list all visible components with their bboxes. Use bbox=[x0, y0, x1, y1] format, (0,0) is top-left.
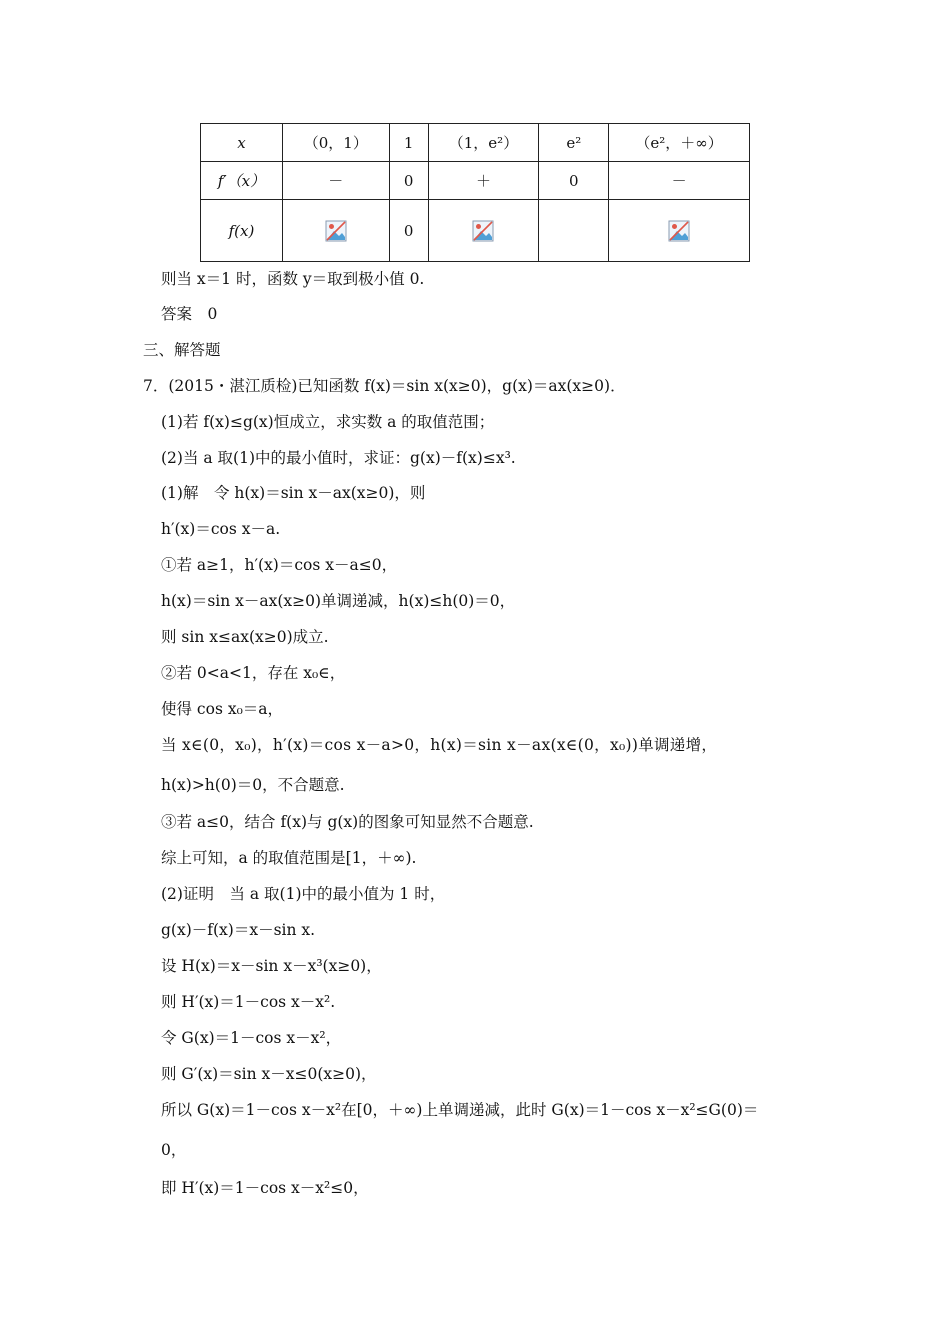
table-cell: 0 bbox=[389, 162, 428, 200]
problem-statement: 7．(2015・湛江质检)已知函数 f(x)＝sin x(x≥0)，g(x)＝ax(x≥0)． bbox=[143, 377, 626, 395]
text-line: 设 H(x)＝x－sin x－x³(x≥0)， bbox=[161, 957, 382, 975]
text-line: 即 H′(x)＝1－cos x－x²≤0， bbox=[161, 1179, 369, 1197]
table-cell: （e²，＋∞） bbox=[609, 124, 750, 162]
table-cell: （0，1） bbox=[282, 124, 389, 162]
table-cell: － bbox=[282, 162, 389, 200]
text-line: 当 x∈(0，x₀)，h′(x)＝cos x－a>0，h(x)＝sin x－ax(x∈(0，x₀))单调递增， bbox=[161, 736, 718, 754]
table-cell: f′（x） bbox=[201, 162, 283, 200]
table-row bbox=[201, 162, 750, 200]
text-line: 令 G(x)＝1－cos x－x²， bbox=[161, 1029, 342, 1047]
table-cell bbox=[282, 200, 389, 262]
section-heading: 三、解答题 bbox=[143, 341, 221, 359]
text-line: ②若 0<a<1，存在 x₀∈， bbox=[161, 664, 346, 682]
table-cell: 1 bbox=[389, 124, 428, 162]
text-line: 0， bbox=[161, 1141, 187, 1159]
table-cell: ＋ bbox=[428, 162, 539, 200]
text-line: 综上可知，a 的取值范围是[1，＋∞). bbox=[161, 849, 417, 867]
table-cell bbox=[539, 200, 609, 262]
text-line: 所以 G(x)＝1－cos x－x²在[0，＋∞)上单调递减，此时 G(x)＝1－cos x－x²≤G(0)＝ bbox=[161, 1101, 759, 1119]
text-line: (2)证明 当 a 取(1)中的最小值为 1 时， bbox=[161, 885, 446, 903]
text-line: 则 H′(x)＝1－cos x－x². bbox=[161, 993, 336, 1011]
table-cell bbox=[428, 200, 539, 262]
broken-image-icon bbox=[325, 220, 347, 242]
text-line: h(x)＝sin x－ax(x≥0)单调递减，h(x)≤h(0)＝0， bbox=[161, 592, 516, 610]
text-line: 使得 cos x₀＝a， bbox=[161, 700, 284, 718]
table-row bbox=[201, 200, 750, 262]
text-line: (1)解 令 h(x)＝sin x－ax(x≥0)，则 bbox=[161, 484, 426, 502]
table-cell: 0 bbox=[389, 200, 428, 262]
table-row bbox=[201, 124, 750, 162]
text-line: g(x)－f(x)＝x－sin x. bbox=[161, 921, 316, 939]
variation-table bbox=[200, 123, 750, 262]
text-line: 则当 x＝1 时，函数 y＝取到极小值 0. bbox=[161, 270, 425, 288]
text-line: 则 G′(x)＝sin x－x≤0(x≥0)， bbox=[161, 1065, 377, 1083]
broken-image-icon bbox=[668, 220, 690, 242]
table-cell: e² bbox=[539, 124, 609, 162]
table-cell: f(x) bbox=[201, 200, 283, 262]
text-line: ③若 a≤0，结合 f(x)与 g(x)的图象可知显然不合题意. bbox=[161, 813, 534, 831]
text-line: h(x)>h(0)＝0，不合题意. bbox=[161, 776, 345, 794]
text-line: 则 sin x≤ax(x≥0)成立. bbox=[161, 628, 329, 646]
table-cell: （1，e²） bbox=[428, 124, 539, 162]
broken-image-icon bbox=[472, 220, 494, 242]
text-line: h′(x)＝cos x－a. bbox=[161, 520, 281, 538]
text-line: (2)当 a 取(1)中的最小值时，求证：g(x)－f(x)≤x³. bbox=[161, 449, 516, 467]
text-line: (1)若 f(x)≤g(x)恒成立，求实数 a 的取值范围； bbox=[161, 413, 495, 431]
table-cell: － bbox=[609, 162, 750, 200]
table-cell bbox=[609, 200, 750, 262]
table-cell: 0 bbox=[539, 162, 609, 200]
text-line: ①若 a≥1，h′(x)＝cos x－a≤0， bbox=[161, 556, 398, 574]
table-cell: x bbox=[201, 124, 283, 162]
answer-line: 答案 0 bbox=[161, 305, 218, 323]
